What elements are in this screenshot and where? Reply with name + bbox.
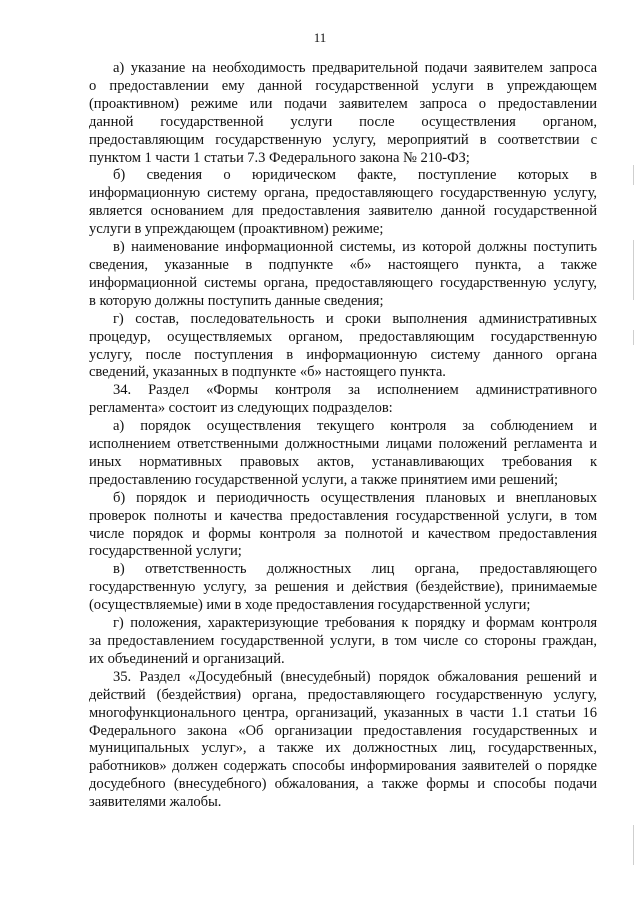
text-line: а) указание на необходимость предварительной подачи заявителем запроса	[113, 60, 597, 76]
text-line: г) положения, характеризующие требования к порядку и формам контроля	[113, 615, 597, 632]
scan-edge-mark	[633, 825, 634, 865]
text-line: (проактивном) режиме или подачи заявителем запроса о предоставлении	[89, 95, 597, 112]
document-body	[89, 60, 597, 812]
text-line: данной государственной услуги после осуществления органом,	[89, 113, 597, 130]
text-line: пунктом 1 части 1 статьи 7.3 Федерального закона № 210-ФЗ;	[89, 149, 470, 166]
text-line: информационной системы органа, предоставляющего государственную услугу,	[89, 274, 597, 291]
text-line: досудебного (внесудебного) обжалования, а также формы и способы подачи	[89, 776, 597, 793]
paragraph-section-34	[89, 382, 597, 418]
text-line: государственную услугу, за решения и действия (бездействие), принимаемые	[89, 579, 597, 596]
text-line: в) наименование информационной системы, из которой должны поступить	[113, 239, 597, 256]
text-line: а) порядок осуществления текущего контроля за соблюдением и	[113, 418, 597, 435]
text-line: процедур, осуществляемых органом, предоставляющим государственную	[89, 328, 597, 345]
text-line: муниципальных услуг», а также их должностных лиц, государственных,	[89, 740, 597, 757]
text-line: за предоставлением государственной услуги, в том числе со стороны граждан,	[89, 633, 597, 649]
paragraph-item-v	[89, 239, 597, 311]
text-line: б) порядок и периодичность осуществления плановых и внеплановых	[113, 489, 597, 506]
text-line: услугу, после поступления в информационную систему данного органа	[89, 346, 597, 363]
text-line: в) ответственность должностных лиц органа, предоставляющего	[113, 561, 597, 578]
paragraph-item-34g	[89, 615, 597, 669]
scan-edge-mark	[633, 330, 634, 345]
text-line: о предоставлении ему данной государственной услуги в упреждающем	[89, 77, 597, 94]
page-number: 11	[313, 30, 327, 45]
paragraph-item-34b	[89, 490, 597, 562]
text-line: г) состав, последовательность и сроки выполнения административных	[113, 310, 597, 327]
text-line: Федерального закона «Об организации предоставления государственных и	[89, 722, 597, 739]
text-line: б) сведения о юридическом факте, поступление которых в	[113, 167, 597, 184]
paragraph-item-34a	[89, 418, 597, 490]
text-line: в которую должны поступить данные сведения;	[89, 292, 384, 309]
scan-edge-mark	[633, 240, 634, 300]
text-line: проверок полноты и качества предоставления государственной услуги, в том	[89, 507, 597, 524]
text-line: заявителями жалобы.	[89, 794, 222, 811]
text-line: действий (бездействия) органа, предоставляющего государственную услугу,	[89, 686, 597, 703]
text-line: сведения, указанные в подпункте «б» настоящего пункта, а также	[89, 256, 597, 273]
text-line: (осуществляемые) ими в ходе предоставления государственной услуги;	[89, 597, 531, 614]
text-line: их объединений и организаций.	[89, 650, 285, 667]
text-line: исполнением ответственными должностными лицами положений регламента и	[89, 436, 597, 453]
paragraph-section-35	[89, 669, 597, 812]
text-line: числе порядок и формы контроля за полнотой и качеством предоставления	[89, 525, 597, 542]
scan-edge-mark	[633, 165, 634, 185]
paragraph-item-34v	[89, 561, 597, 615]
text-line: является основанием для предоставления заявителю данной государственной	[89, 203, 597, 220]
text-line: сведений, указанных в подпункте «б» настоящего пункта.	[89, 364, 446, 381]
text-line: 34. Раздел «Формы контроля за исполнением административного	[113, 382, 597, 399]
text-line: информационную систему органа, предоставляющего государственную услугу,	[89, 185, 597, 202]
paragraph-item-b	[89, 167, 597, 239]
text-line: работников» должен содержать способы информирования заявителей о порядке	[89, 758, 597, 775]
text-line: государственной услуги;	[89, 543, 242, 560]
text-line: иных нормативных правовых актов, устанавливающих требования к	[89, 453, 597, 470]
paragraph-item-g	[89, 311, 597, 383]
text-line: многофункционального центра, организаций, указанных в части 1.1 статьи 16	[89, 704, 597, 721]
text-line: предоставлению государственной услуги, а также принятием ими решений;	[89, 471, 559, 488]
text-line: предоставляющим государственную услугу, мероприятий в соответствии с	[89, 131, 597, 148]
paragraph-item-a	[89, 60, 597, 167]
text-line: услуги в упреждающем (проактивном) режиме;	[89, 221, 384, 238]
text-line: 35. Раздел «Досудебный (внесудебный) порядок обжалования решений и	[113, 668, 597, 685]
text-line: регламента» состоит из следующих подразделов:	[89, 400, 393, 417]
